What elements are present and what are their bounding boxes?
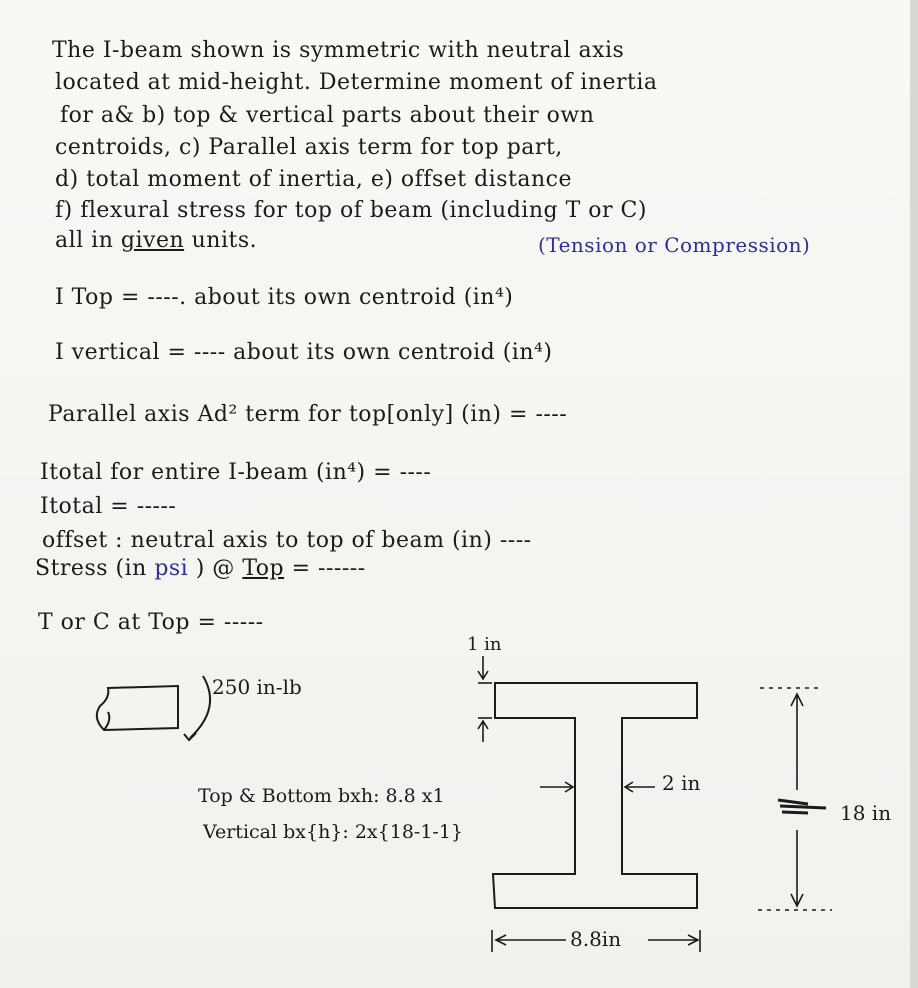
top-bottom-dims: Top & Bottom bxh: 8.8 x1 bbox=[198, 785, 445, 807]
scribble-mark bbox=[778, 800, 826, 813]
i-vertical-line: I vertical = ---- about its own centroid (in⁴) bbox=[55, 340, 553, 365]
stress-prefix: Stress (in bbox=[35, 556, 147, 581]
tension-compression-note: (Tension or Compression) bbox=[538, 233, 811, 257]
given-underlined: given bbox=[120, 228, 185, 253]
problem-line-7-end: units. bbox=[191, 228, 258, 253]
height-label: 18 in bbox=[840, 801, 892, 825]
flange-thickness-label: 1 in bbox=[467, 634, 502, 655]
flange-thickness-arrows bbox=[478, 656, 492, 742]
itotal-line: Itotal = ----- bbox=[40, 494, 177, 519]
problem-line-5: d) total moment of inertia, e) offset distance bbox=[55, 167, 572, 192]
stress-unit-psi: psi bbox=[154, 556, 189, 581]
moment-arrow-icon bbox=[184, 676, 210, 740]
stress-at: ) @ bbox=[195, 556, 235, 581]
moment-label: 250 in-lb bbox=[212, 675, 302, 699]
beam-sketch-icon bbox=[97, 686, 178, 730]
problem-line-1: The I-beam shown is symmetric with neutral axis bbox=[52, 38, 625, 63]
problem-line-4: centroids, c) Parallel axis term for top part, bbox=[55, 135, 563, 160]
offset-line: offset : neutral axis to top of beam (in) ---- bbox=[42, 528, 532, 553]
problem-line-6: f) flexural stress for top of beam (including T or C) bbox=[55, 198, 647, 223]
web-width-label: 2 in bbox=[662, 771, 701, 795]
vertical-dims: Vertical bx{h}: 2x{18-1-1} bbox=[203, 821, 464, 843]
problem-line-3: for a& b) top & vertical parts about their own bbox=[60, 103, 595, 128]
itotal-beam-line: Itotal for entire I-beam (in⁴) = ---- bbox=[40, 460, 432, 485]
web-width-arrows bbox=[540, 782, 655, 792]
flange-width-label: 8.8in bbox=[570, 927, 622, 951]
stress-blank: = ------ bbox=[291, 556, 366, 581]
problem-line-7-start: all in bbox=[55, 228, 114, 253]
i-top-line: I Top = ----. about its own centroid (in⁴) bbox=[55, 285, 514, 310]
t-or-c-line: T or C at Top = ----- bbox=[38, 610, 264, 635]
parallel-axis-line: Parallel axis Ad² term for top[only] (in) = ---- bbox=[48, 402, 568, 427]
stress-top: Top bbox=[242, 556, 285, 581]
problem-line-2: located at mid-height. Determine moment of inertia bbox=[55, 70, 658, 95]
ibeam-outline bbox=[493, 683, 697, 908]
height-dimension bbox=[758, 688, 832, 910]
